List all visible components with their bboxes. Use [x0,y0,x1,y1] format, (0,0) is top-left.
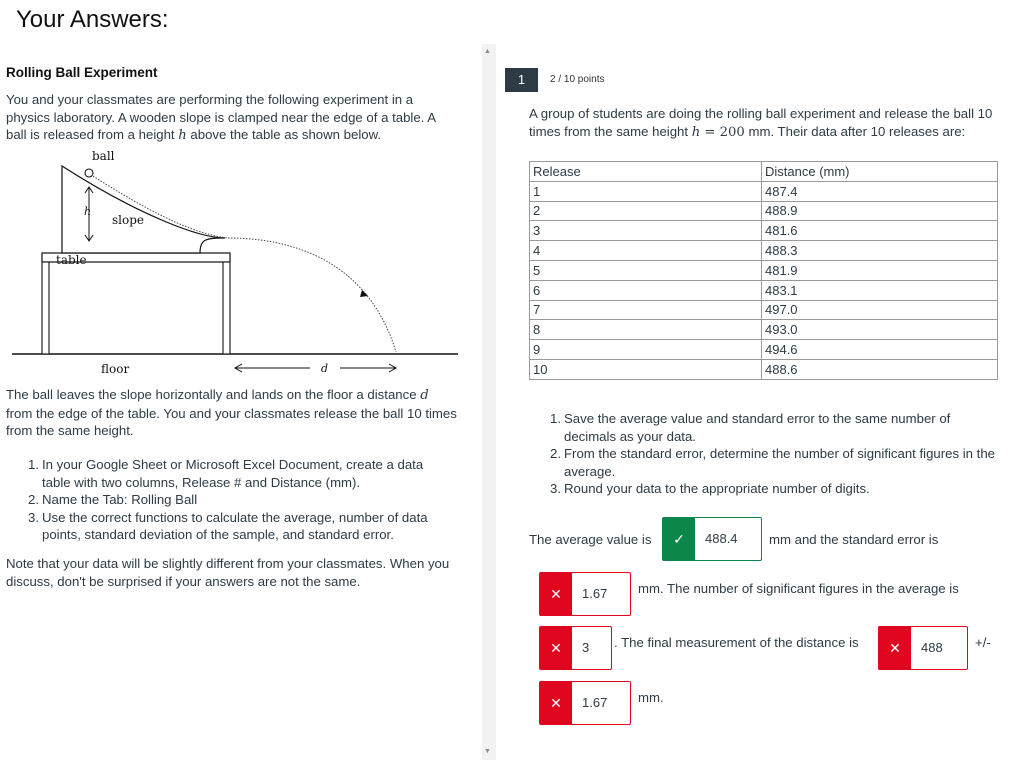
release-cell: 8 [530,320,762,340]
table-row [530,201,998,221]
release-cell: 7 [530,300,762,320]
release-data-table [529,161,998,380]
standard-error-answer-box[interactable] [539,572,631,616]
landing-paragraph [6,386,458,440]
table-row [530,181,998,201]
step-text: Use the correct functions to calculate the average, number of data points, standard deviation of the sample, and standard error. [42,509,428,542]
final-measurement-answer-value: 488 [921,640,943,655]
final-measurement-answer-box[interactable] [878,626,968,670]
landing-text-b: from the edge of the table. You and your classmates release the ball 10 times from the same height. [6,405,457,438]
table-row [530,221,998,241]
final-measurement-label: . The final measurement of the distance is [614,635,859,650]
question-text-a: A group of students are doing the rolling ball experiment and release the ball 10 times from the same height [529,106,993,139]
release-cell: 5 [530,260,762,280]
header-release: Release [530,162,762,182]
step-number: 1. [28,457,39,472]
scroll-down-icon[interactable]: ▼ [484,748,491,755]
distance-cell: 493.0 [762,320,998,340]
step-text: Name the Tab: Rolling Ball [42,492,198,507]
table-row [530,241,998,261]
diagram-label-h: h [84,205,92,218]
average-answer-value: 488.4 [705,531,738,546]
cross-icon: ✕ [540,682,572,724]
table-header-row [530,162,998,182]
instruction-item [550,410,1000,445]
diagram-label-floor: floor [101,362,130,376]
instruction-number: 3. [550,481,561,496]
instructions-list [550,410,1000,498]
release-cell: 4 [530,241,762,261]
question-description-pane [0,60,470,760]
instruction-number: 1. [550,411,561,426]
table-row [530,280,998,300]
question-text [529,105,1001,142]
distance-cell: 483.1 [762,280,998,300]
instruction-item [550,445,1000,480]
sig-figs-label: mm. The number of significant figures in the average is [638,581,959,596]
question-text-b: mm. Their data after 10 releases are: [744,124,966,139]
diagram-label-d: d [321,362,329,375]
height-value: = 200 [700,125,745,140]
instruction-text: Round your data to the appropriate number of digits. [564,481,870,496]
release-cell: 2 [530,201,762,221]
distance-cell: 481.6 [762,221,998,241]
steps-list [28,456,448,544]
landing-text-a: The ball leaves the slope horizontally and lands on the floor a distance [6,387,421,402]
instruction-number: 2. [550,446,561,461]
instruction-text: Save the average value and standard error to the same number of decimals as your data. [564,411,951,444]
intro-text-a: You and your classmates are performing the following experiment in a physics laboratory. A wooden slope is clamped near the edge of a table. A ball is released from a height [6,92,436,142]
sig-figs-answer-value: 3 [582,640,590,655]
table-row [530,320,998,340]
experiment-title: Rolling Ball Experiment [6,65,158,80]
release-cell: 6 [530,280,762,300]
var-d: d [420,388,429,403]
release-cell: 3 [530,221,762,241]
instruction-text: From the standard error, determine the number of significant figures in the average. [564,446,996,479]
divider-scrollbar[interactable] [482,44,496,760]
instruction-item [550,480,1000,498]
distance-cell: 488.9 [762,201,998,221]
distance-cell: 494.6 [762,340,998,360]
cross-icon: ✕ [540,573,572,615]
standard-error-label: mm and the standard error is [769,532,939,547]
intro-paragraph [6,91,458,145]
diagram-label-table: table [56,253,87,267]
sig-figs-answer-box[interactable] [539,626,612,670]
header-distance: Distance (mm) [762,162,998,182]
diagram-label-ball: ball [92,149,115,163]
distance-cell: 488.3 [762,241,998,261]
uncertainty-answer-box[interactable] [539,681,631,725]
var-h: h [691,125,701,140]
table-row [530,340,998,360]
average-label: The average value is [529,532,652,547]
table-row [530,260,998,280]
average-answer-box[interactable] [662,517,762,561]
scroll-up-icon[interactable]: ▲ [484,48,491,55]
page-title: Your Answers: [16,6,169,33]
cross-icon: ✕ [879,627,911,669]
step-number: 3. [28,509,39,525]
plus-minus-label: +/- [975,635,991,650]
question-number-badge: 1 [505,68,538,92]
unit-mm-label: mm. [638,690,664,705]
distance-cell: 497.0 [762,300,998,320]
release-cell: 10 [530,359,762,379]
step-text: In your Google Sheet or Microsoft Excel Document, create a data table with two columns, Release # and Distance (mm). [42,457,424,490]
var-h: h [178,128,187,143]
standard-error-answer-value: 1.67 [582,586,608,601]
step-number: 2. [28,492,39,507]
step-item [28,456,448,491]
diagram-label-slope: slope [112,213,145,227]
uncertainty-answer-value: 1.67 [582,695,608,710]
distance-cell: 488.6 [762,359,998,379]
cross-icon: ✕ [540,627,572,669]
table-row [530,300,998,320]
distance-cell: 481.9 [762,260,998,280]
question-points: 2 / 10 points [550,74,605,85]
step-item [28,491,448,509]
note-paragraph: Note that your data will be slightly different from your classmates. When you discuss, don't be surprised if your answers are not the same. [6,556,450,589]
release-cell: 1 [530,181,762,201]
release-cell: 9 [530,340,762,360]
table-row [530,359,998,379]
experiment-diagram [0,146,470,378]
distance-cell: 487.4 [762,181,998,201]
check-icon: ✓ [663,518,695,560]
intro-text-b: above the table as shown below. [186,127,382,142]
step-item [28,509,448,544]
